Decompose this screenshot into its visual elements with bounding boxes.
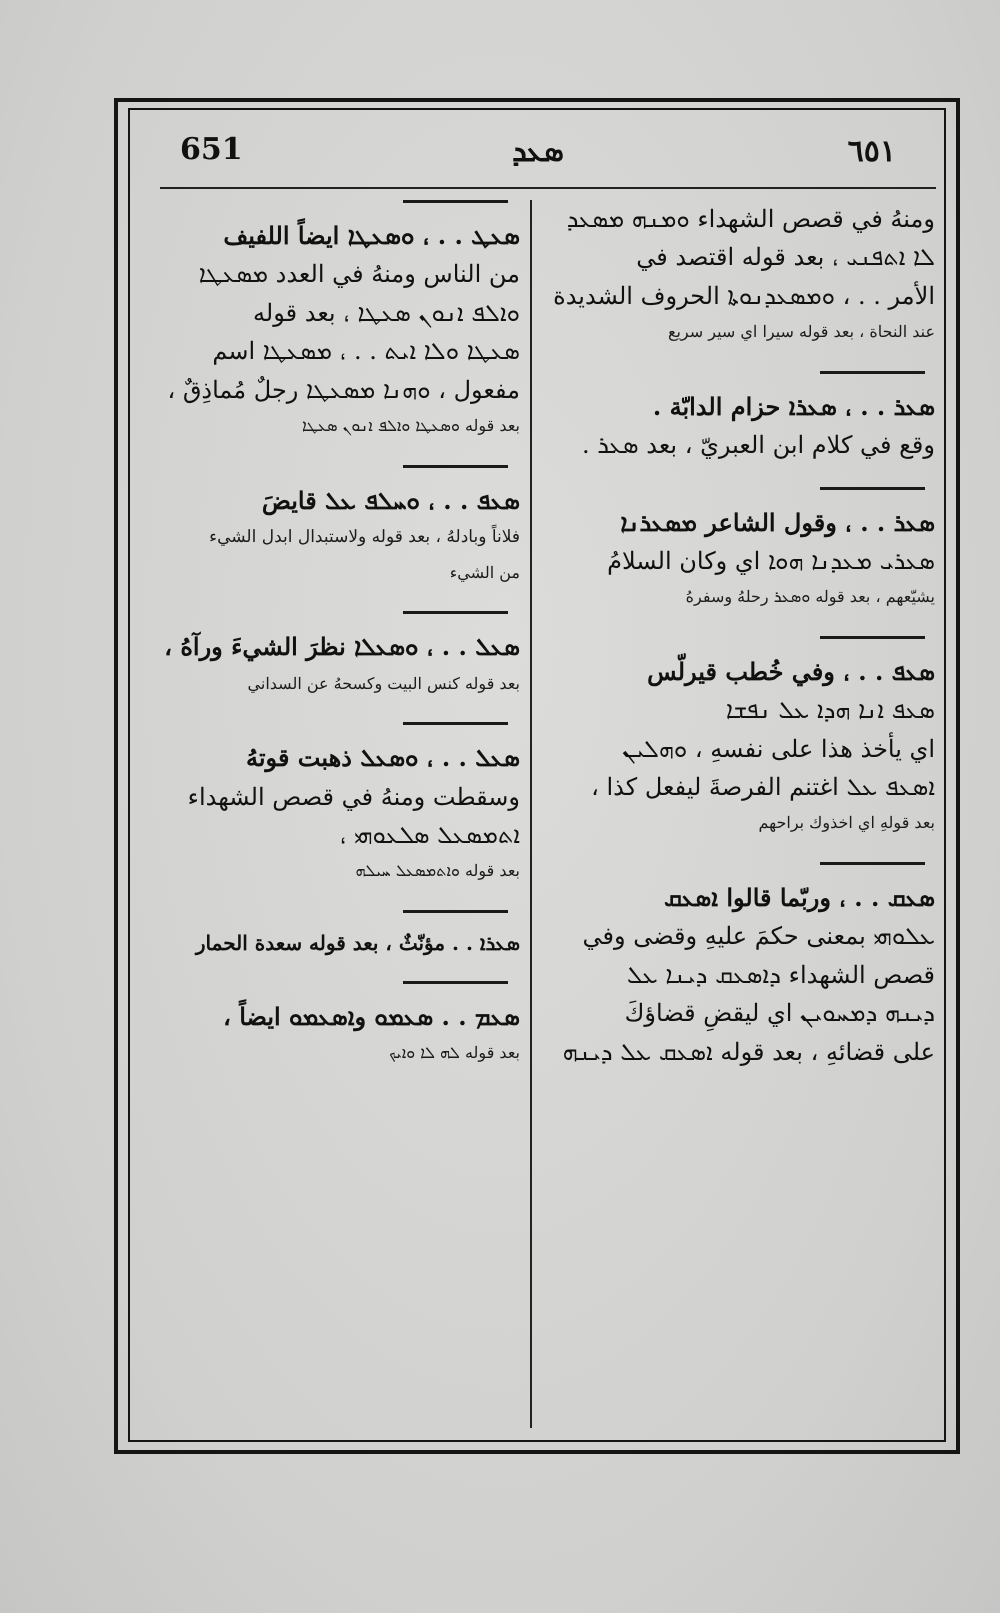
entry-line: ومنهُ في قصص الشهداء ܘܡܢܗ ܡܣܥܕ xyxy=(566,205,935,233)
entry-line: اي يأخذ هذا على نفسهِ ، ܘܗܠܝܢ xyxy=(622,734,935,763)
dictionary-entry xyxy=(150,200,520,443)
entry-line: ܣܥܪܝ ܡܥܕܢܐ ܗܘܐ اي وكان السلامُ xyxy=(607,546,935,575)
dictionary-entry xyxy=(545,371,935,465)
dictionary-entry xyxy=(150,722,520,888)
entry-line: مفعول ، ܘܗܢܐ ܡܣܥܛܐ رجلٌ مُماذِقٌ ، xyxy=(167,375,520,404)
entry-line: ܣܥܩ . . ، وربّما قالوا ܐܣܥܩ xyxy=(663,883,935,913)
entry-note: بعد قولهِ اي اخذوك براحهم xyxy=(758,813,935,833)
entry-rule xyxy=(403,981,508,984)
dictionary-entry xyxy=(150,910,520,959)
entry-line: ܣܥܦ ܐܢܐ ܗܕܐ ܥܠ ܢܦܫܐ xyxy=(725,696,935,725)
entry-line: ܣܥܦ . . ، وفي خُطب قيرلّس xyxy=(647,656,935,686)
entry-note: يشيّعهم ، بعد قوله ܘܣܥܪ رحلهُ وسفرهُ xyxy=(685,587,935,607)
page-header xyxy=(140,130,936,180)
entry-note: بعد قوله ܘܐܬܡܣܥܠ ܚܝܠܗ xyxy=(355,861,520,881)
entry-line: ܐܣܥܦ ܥܠ اغتنم الفرصةَ ليفعل كذا ، xyxy=(591,773,935,802)
entry-note: عند النحاة ، بعد قوله سيرا اي سير سريع xyxy=(667,322,935,342)
entry-line: ܐܬܡܣܥܠ ܣܠܥܘܗܝ ، xyxy=(339,820,520,849)
page-number-arabic: ٦٥١ xyxy=(847,134,896,169)
entry-note: من الشيء xyxy=(449,562,520,582)
entry-line: ܘܐܠܦ ܐܢܘܢ ܣܥܛܐ ، بعد قوله xyxy=(253,298,520,327)
entry-rule xyxy=(820,487,925,490)
entry-note: بعد قوله ܠܗ ܠܐ ܘܐܝܟ xyxy=(389,1043,520,1063)
dictionary-entry xyxy=(150,981,520,1070)
entry-rule xyxy=(403,465,508,468)
entry-line: ܕܝܢܗ ܕܡܚܘܝܢ اي ليقضِ قضاؤكَ xyxy=(624,999,935,1028)
left-column xyxy=(150,200,520,1070)
entry-rule xyxy=(403,611,508,614)
entry-line: قصص الشهداء ܕܐܣܥܩ ܕܝܢܐ ܥܠ xyxy=(626,960,935,989)
dictionary-entry xyxy=(545,200,935,349)
dictionary-entry xyxy=(545,862,935,1071)
right-column xyxy=(545,200,935,1071)
entry-line: ܣܥܠ . . ، ܘܣܥܠܐ نظرَ الشيءَ ورآهُ ، xyxy=(164,632,520,662)
entry-line: على قضائهِ ، بعد قوله ܐܣܥܩ ܥܠ ܕܝܢܗ xyxy=(562,1037,935,1066)
entry-line: الأمر . . ، ܘܡܣܥܕܢܘܬܐ الحروف الشديدة xyxy=(553,281,935,310)
entry-rule xyxy=(403,200,508,203)
entry-line: ܣܥܦ . . ، ܘܚܠܦ ܥܠ قايضَ xyxy=(261,485,520,515)
entry-line: ܣܥܪ . . ، وقول الشاعر ܡܣܥܪܢܐ xyxy=(620,507,935,537)
entry-line: ܥܠܘܗܝ بمعنى حكمَ عليهِ وقضى وفي xyxy=(582,922,935,951)
entry-line: ܣܥܡ . . ܣܥܡܘ وܐܣܥܡܘ ايضاً ، xyxy=(223,1001,520,1031)
entry-line: وقع في كلام ابن العبريّ ، بعد ܣܥܪ . xyxy=(581,431,935,460)
entry-note: بعد قوله كنس البيت وكسحهُ عن السداني xyxy=(247,673,520,693)
entry-rule xyxy=(403,722,508,725)
entry-line: ܠܐ ܐܬܦܢܝ ، بعد قوله اقتصد في xyxy=(636,243,935,272)
page-number-latin: 651 xyxy=(180,132,243,167)
dictionary-entry xyxy=(545,636,935,840)
entry-line: ܣܥܪ . . ، ܣܥܪܐ حزام الدابّة . xyxy=(652,391,935,421)
entry-line: ܣܥܠ . . ، ܘܣܥܠ ذهبت قوتهُ xyxy=(246,743,520,773)
entry-note: بعد قوله ܘܣܥܛܐ ܘܐܠܦ ܐܢܘܢ ܣܥܛܐ xyxy=(302,415,520,435)
entry-rule xyxy=(820,862,925,865)
dictionary-entry xyxy=(545,487,935,614)
entry-line: ܣܥܛܐ ܘܠܐ ܐܝܬ . . ، ܡܣܥܛܐ اسم xyxy=(212,337,520,366)
dictionary-entry xyxy=(150,611,520,700)
entry-line: وسقطت ومنهُ في قصص الشهداء xyxy=(187,782,520,811)
entry-line: ܣܥܛ . . ، ܘܣܥܛܐ ايضاً اللفيف xyxy=(223,221,520,250)
entry-rule xyxy=(820,636,925,639)
running-headword: ܣܥܕ xyxy=(512,134,564,169)
entry-rule xyxy=(403,910,508,913)
column-divider xyxy=(530,200,532,1428)
header-rule xyxy=(160,187,936,189)
entry-rule xyxy=(820,371,925,374)
dictionary-entry xyxy=(150,465,520,590)
entry-line: ܣܥܪܐ . . مؤنّثٌ ، بعد قوله سعدة الحمار xyxy=(195,930,520,955)
entry-line: من الناس ومنهُ في العدد ܡܣܥܛܐ xyxy=(198,260,520,289)
entry-line: فلاناً وبادلهُ ، بعد قوله ولاستبدال ابدل الشيء xyxy=(209,526,520,547)
